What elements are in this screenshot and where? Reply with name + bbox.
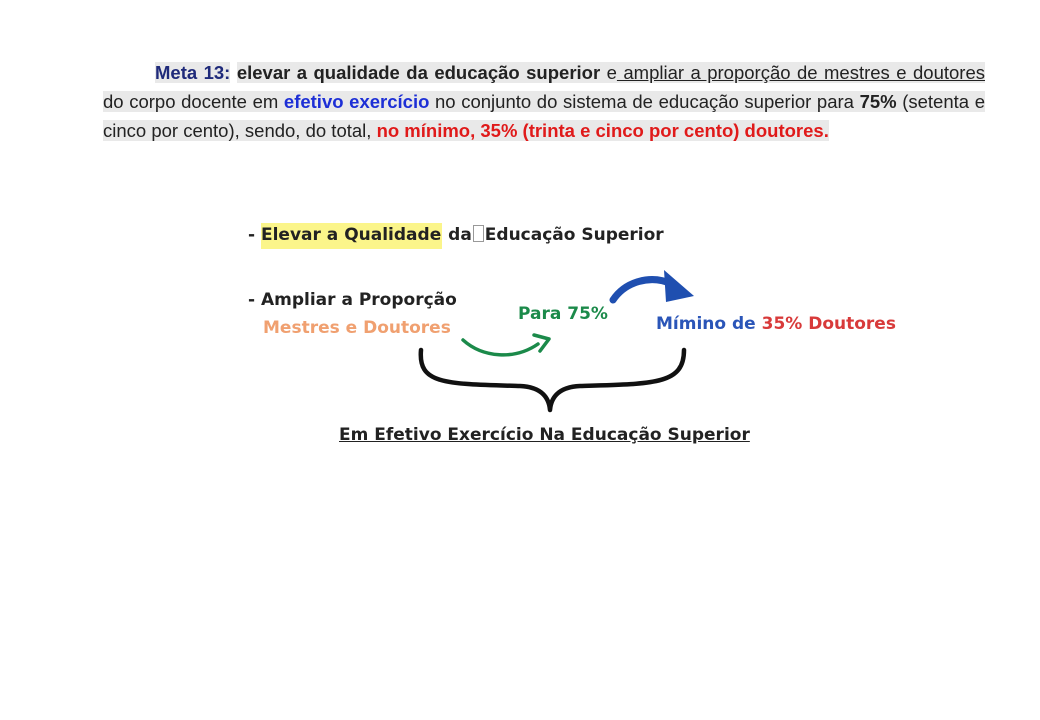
meta-phrase-minimo: no mínimo, 35% (trinta e cinco por cento) doutores. bbox=[376, 120, 829, 141]
meta-phrase-efetivo: efetivo exercício bbox=[283, 91, 430, 112]
meta-connector: e bbox=[600, 62, 617, 83]
label-efetivo-exercicio: Em Efetivo Exercício Na Educação Superior bbox=[339, 425, 750, 445]
label-minimo-doutores bbox=[656, 314, 896, 334]
text-cursor-icon bbox=[473, 225, 484, 242]
item-elevar-end: Educação Superior bbox=[484, 225, 664, 245]
meta-phrase-ampliar: ampliar a proporção de mestres e doutores bbox=[616, 62, 985, 83]
label-minimo-value: 35% Doutores bbox=[761, 314, 896, 334]
meta-text-setenta: (setenta e cinco por cento), sendo, do total, bbox=[103, 91, 985, 141]
meta-paragraph bbox=[103, 58, 985, 145]
label-minimo-prefix: Mímino de bbox=[656, 314, 762, 334]
meta-phrase-qualidade: elevar a qualidade da educação superior bbox=[236, 62, 601, 83]
blue-arrow-icon bbox=[613, 270, 694, 302]
item-elevar-mid: da bbox=[442, 225, 472, 245]
meta-text-sistema: no conjunto do sistema de educação superior para bbox=[429, 91, 860, 112]
curly-brace-icon bbox=[421, 350, 684, 410]
item-elevar-highlight: Elevar a Qualidade bbox=[261, 223, 442, 249]
item-ampliar: - Ampliar a Proporção bbox=[248, 290, 457, 310]
green-arrow-icon bbox=[463, 335, 549, 355]
label-mestres-doutores: Mestres e Doutores bbox=[263, 318, 451, 338]
item-elevar bbox=[248, 225, 664, 245]
label-para-75: Para 75% bbox=[518, 304, 608, 324]
item-elevar-bullet: - bbox=[248, 225, 261, 245]
meta-text-corpo: do corpo docente em bbox=[103, 91, 284, 112]
meta-value-75: 75% bbox=[859, 91, 897, 112]
meta-label: Meta 13: bbox=[155, 62, 231, 83]
